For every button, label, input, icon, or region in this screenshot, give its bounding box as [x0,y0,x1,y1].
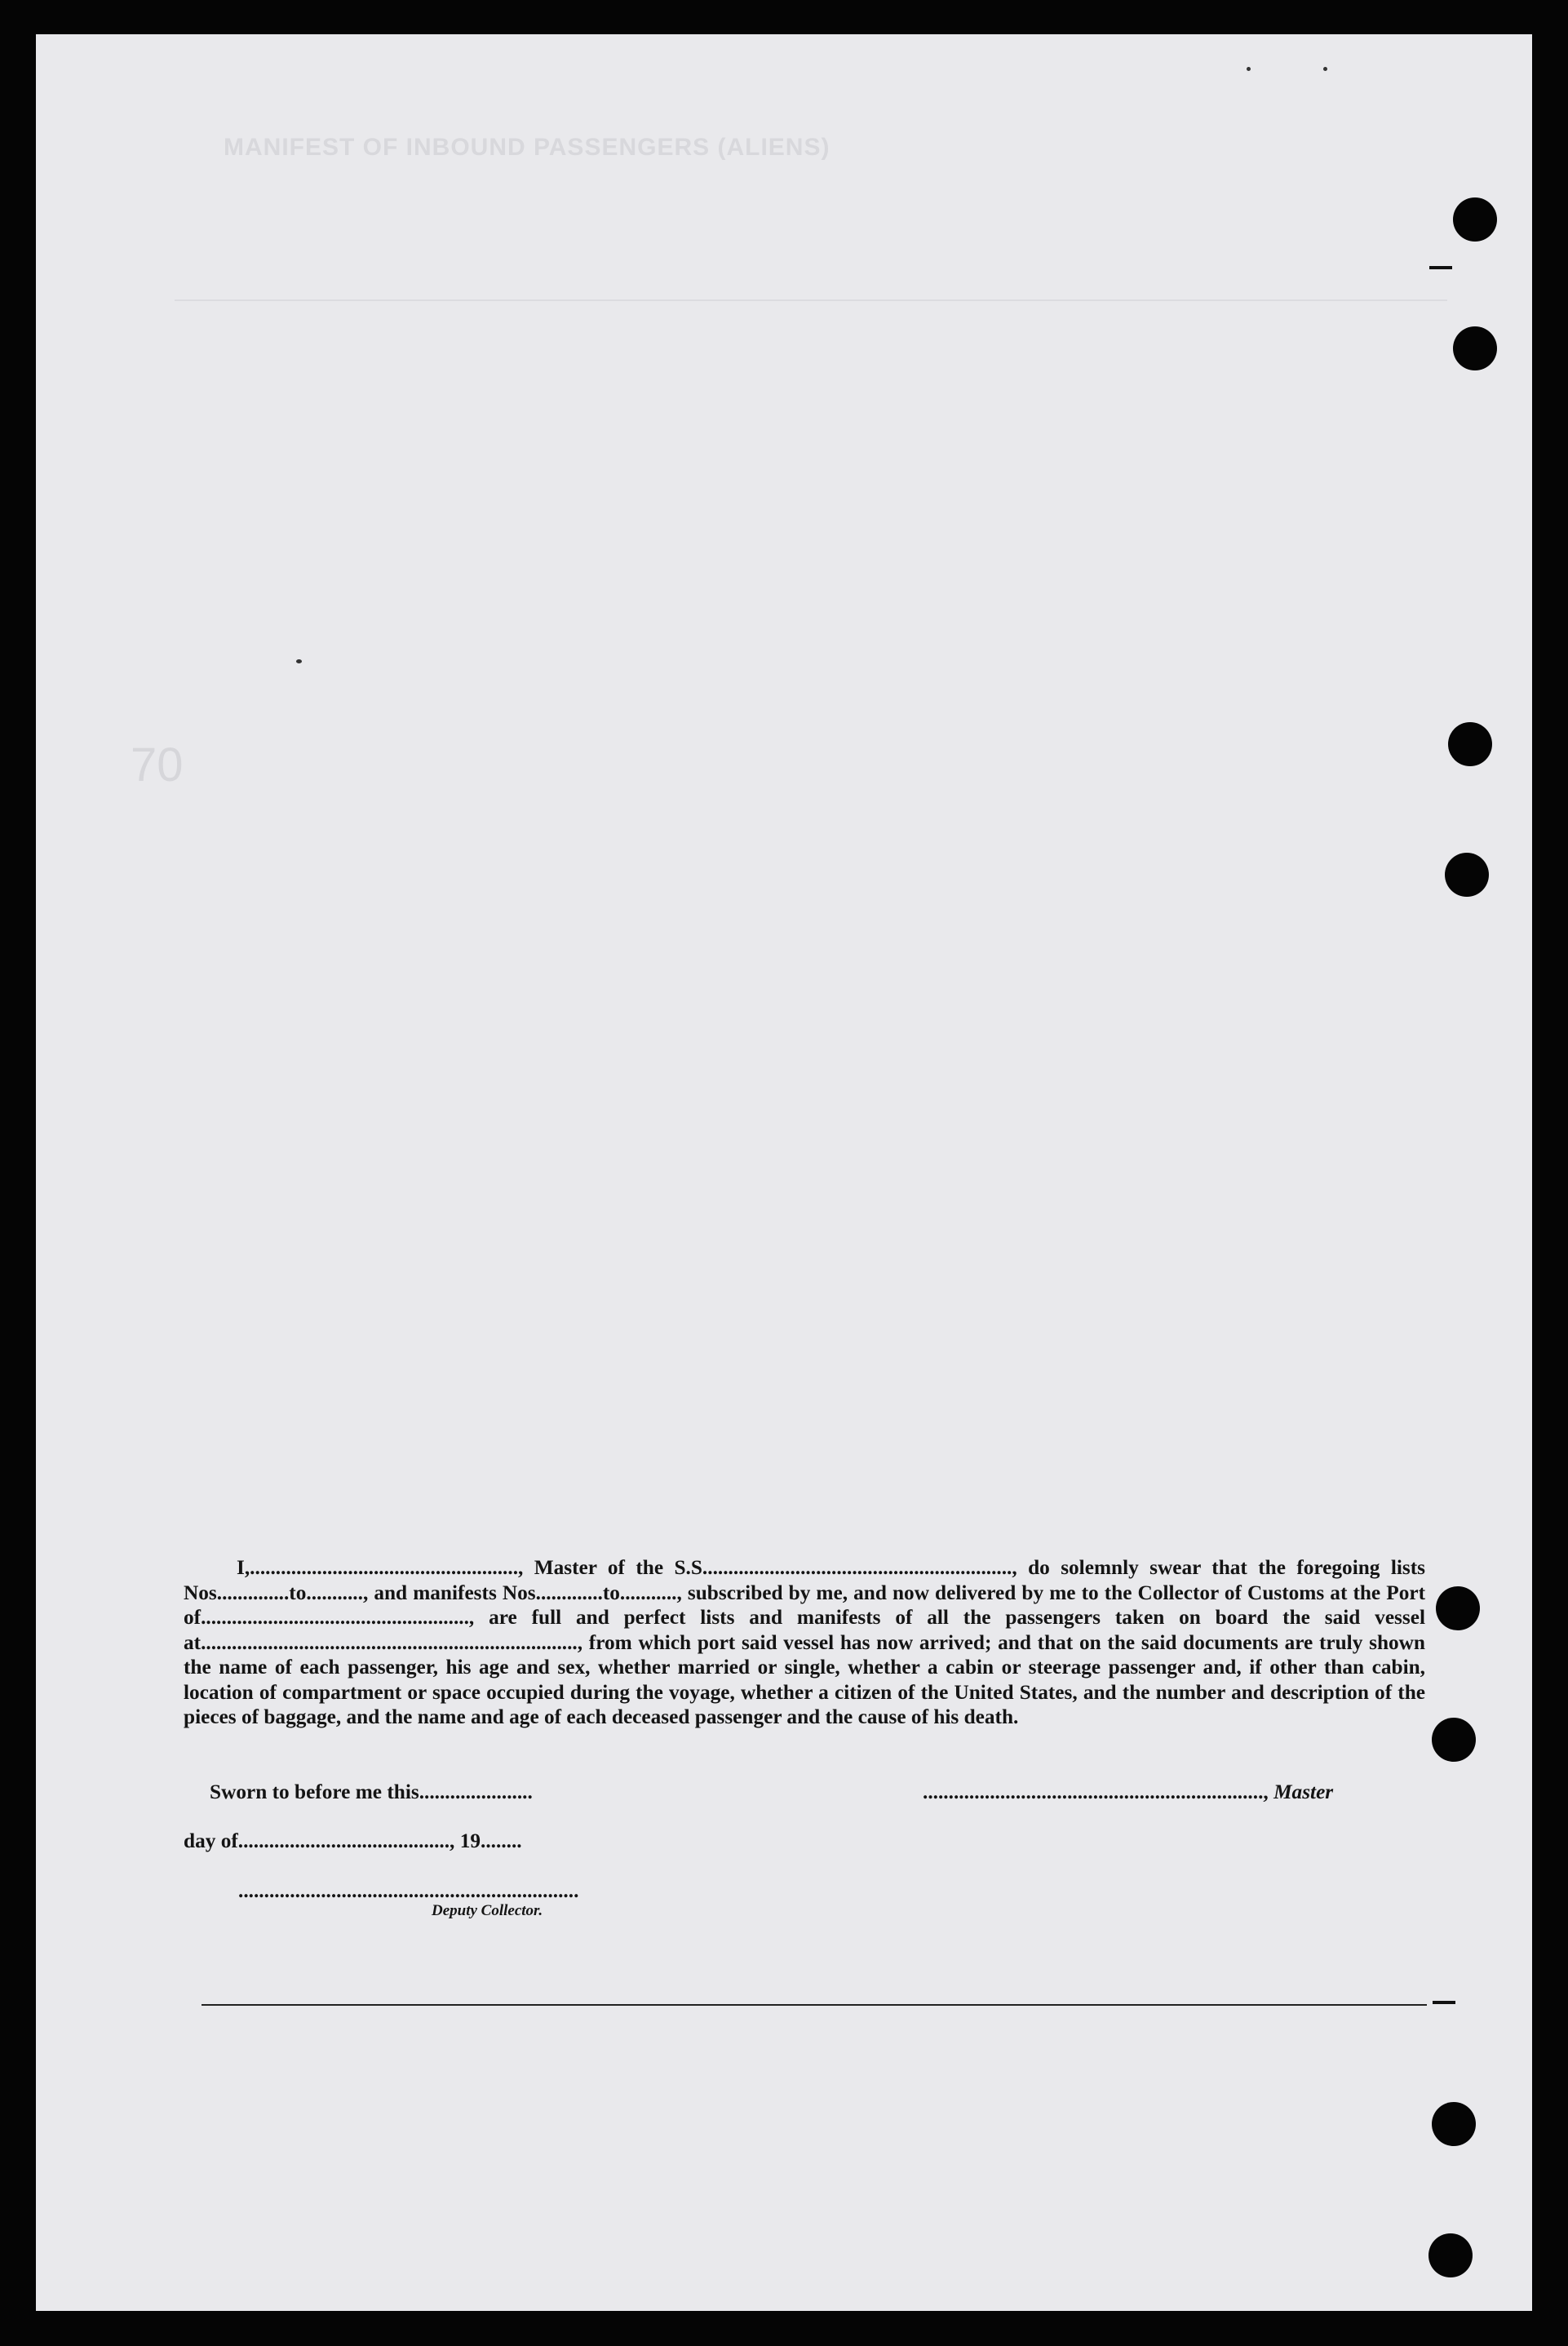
edge-tick [1429,266,1452,269]
master-line [923,1781,1333,1804]
bottom-rule [202,2004,1427,2006]
master-dots: .................................................................., [923,1781,1269,1803]
punch-hole [1453,326,1497,370]
sworn-label: Sworn to before me this [210,1781,419,1803]
sworn-line [210,1781,533,1804]
document-page [36,34,1532,2311]
sworn-dots: ...................... [419,1781,533,1803]
speck [296,659,302,663]
year-label: 19 [459,1829,481,1852]
edge-tick [1433,2001,1455,2004]
day-line [184,1829,522,1853]
speck [1323,67,1327,71]
deputy-dots-line [238,1879,578,1903]
punch-hole [1445,853,1489,897]
punch-hole [1453,197,1497,242]
faint-rule [175,299,1447,301]
speck [1247,67,1251,71]
day-label: day of [184,1829,238,1852]
master-label: Master [1273,1781,1334,1803]
day-dots: ........................................., [237,1829,455,1852]
punch-hole [1432,1718,1476,1762]
punch-hole [1428,2233,1473,2277]
faint-manifest-header: MANIFEST OF INBOUND PASSENGERS (ALIENS) [224,134,831,161]
punch-hole [1448,722,1492,766]
deputy-dots: .................................................................. [238,1879,579,1902]
year-dots: ........ [481,1829,522,1852]
deputy-collector-label: Deputy Collector. [432,1902,543,1919]
faint-page-number: 70 [131,738,184,792]
punch-hole [1432,2102,1476,2146]
oath-text: I,...................................................., Master of the S.S............................................................, do solemnly swear that the foregoing lists Nos..............to..........., and manifests Nos.............to..........., subscribed by me, and now delivered by me to the Collector of Customs at the Port of...................................................., are full and perfect lists and manifests of all the passengers taken on board the said vessel at........................................................................., from which port said vessel has now arrived; and that on the said documents are truly shown the name of each passenger, his age and sex, whether married or single, whether a cabin or steerage passenger and, if other than cabin, location of compartment or space occupied during the voyage, whether a citizen of the United States, and the number and description of the pieces of baggage, and the name and age of each deceased passenger and the cause of his death. [184,1556,1425,1728]
punch-hole [1436,1586,1480,1630]
oath-paragraph [184,1555,1425,1730]
